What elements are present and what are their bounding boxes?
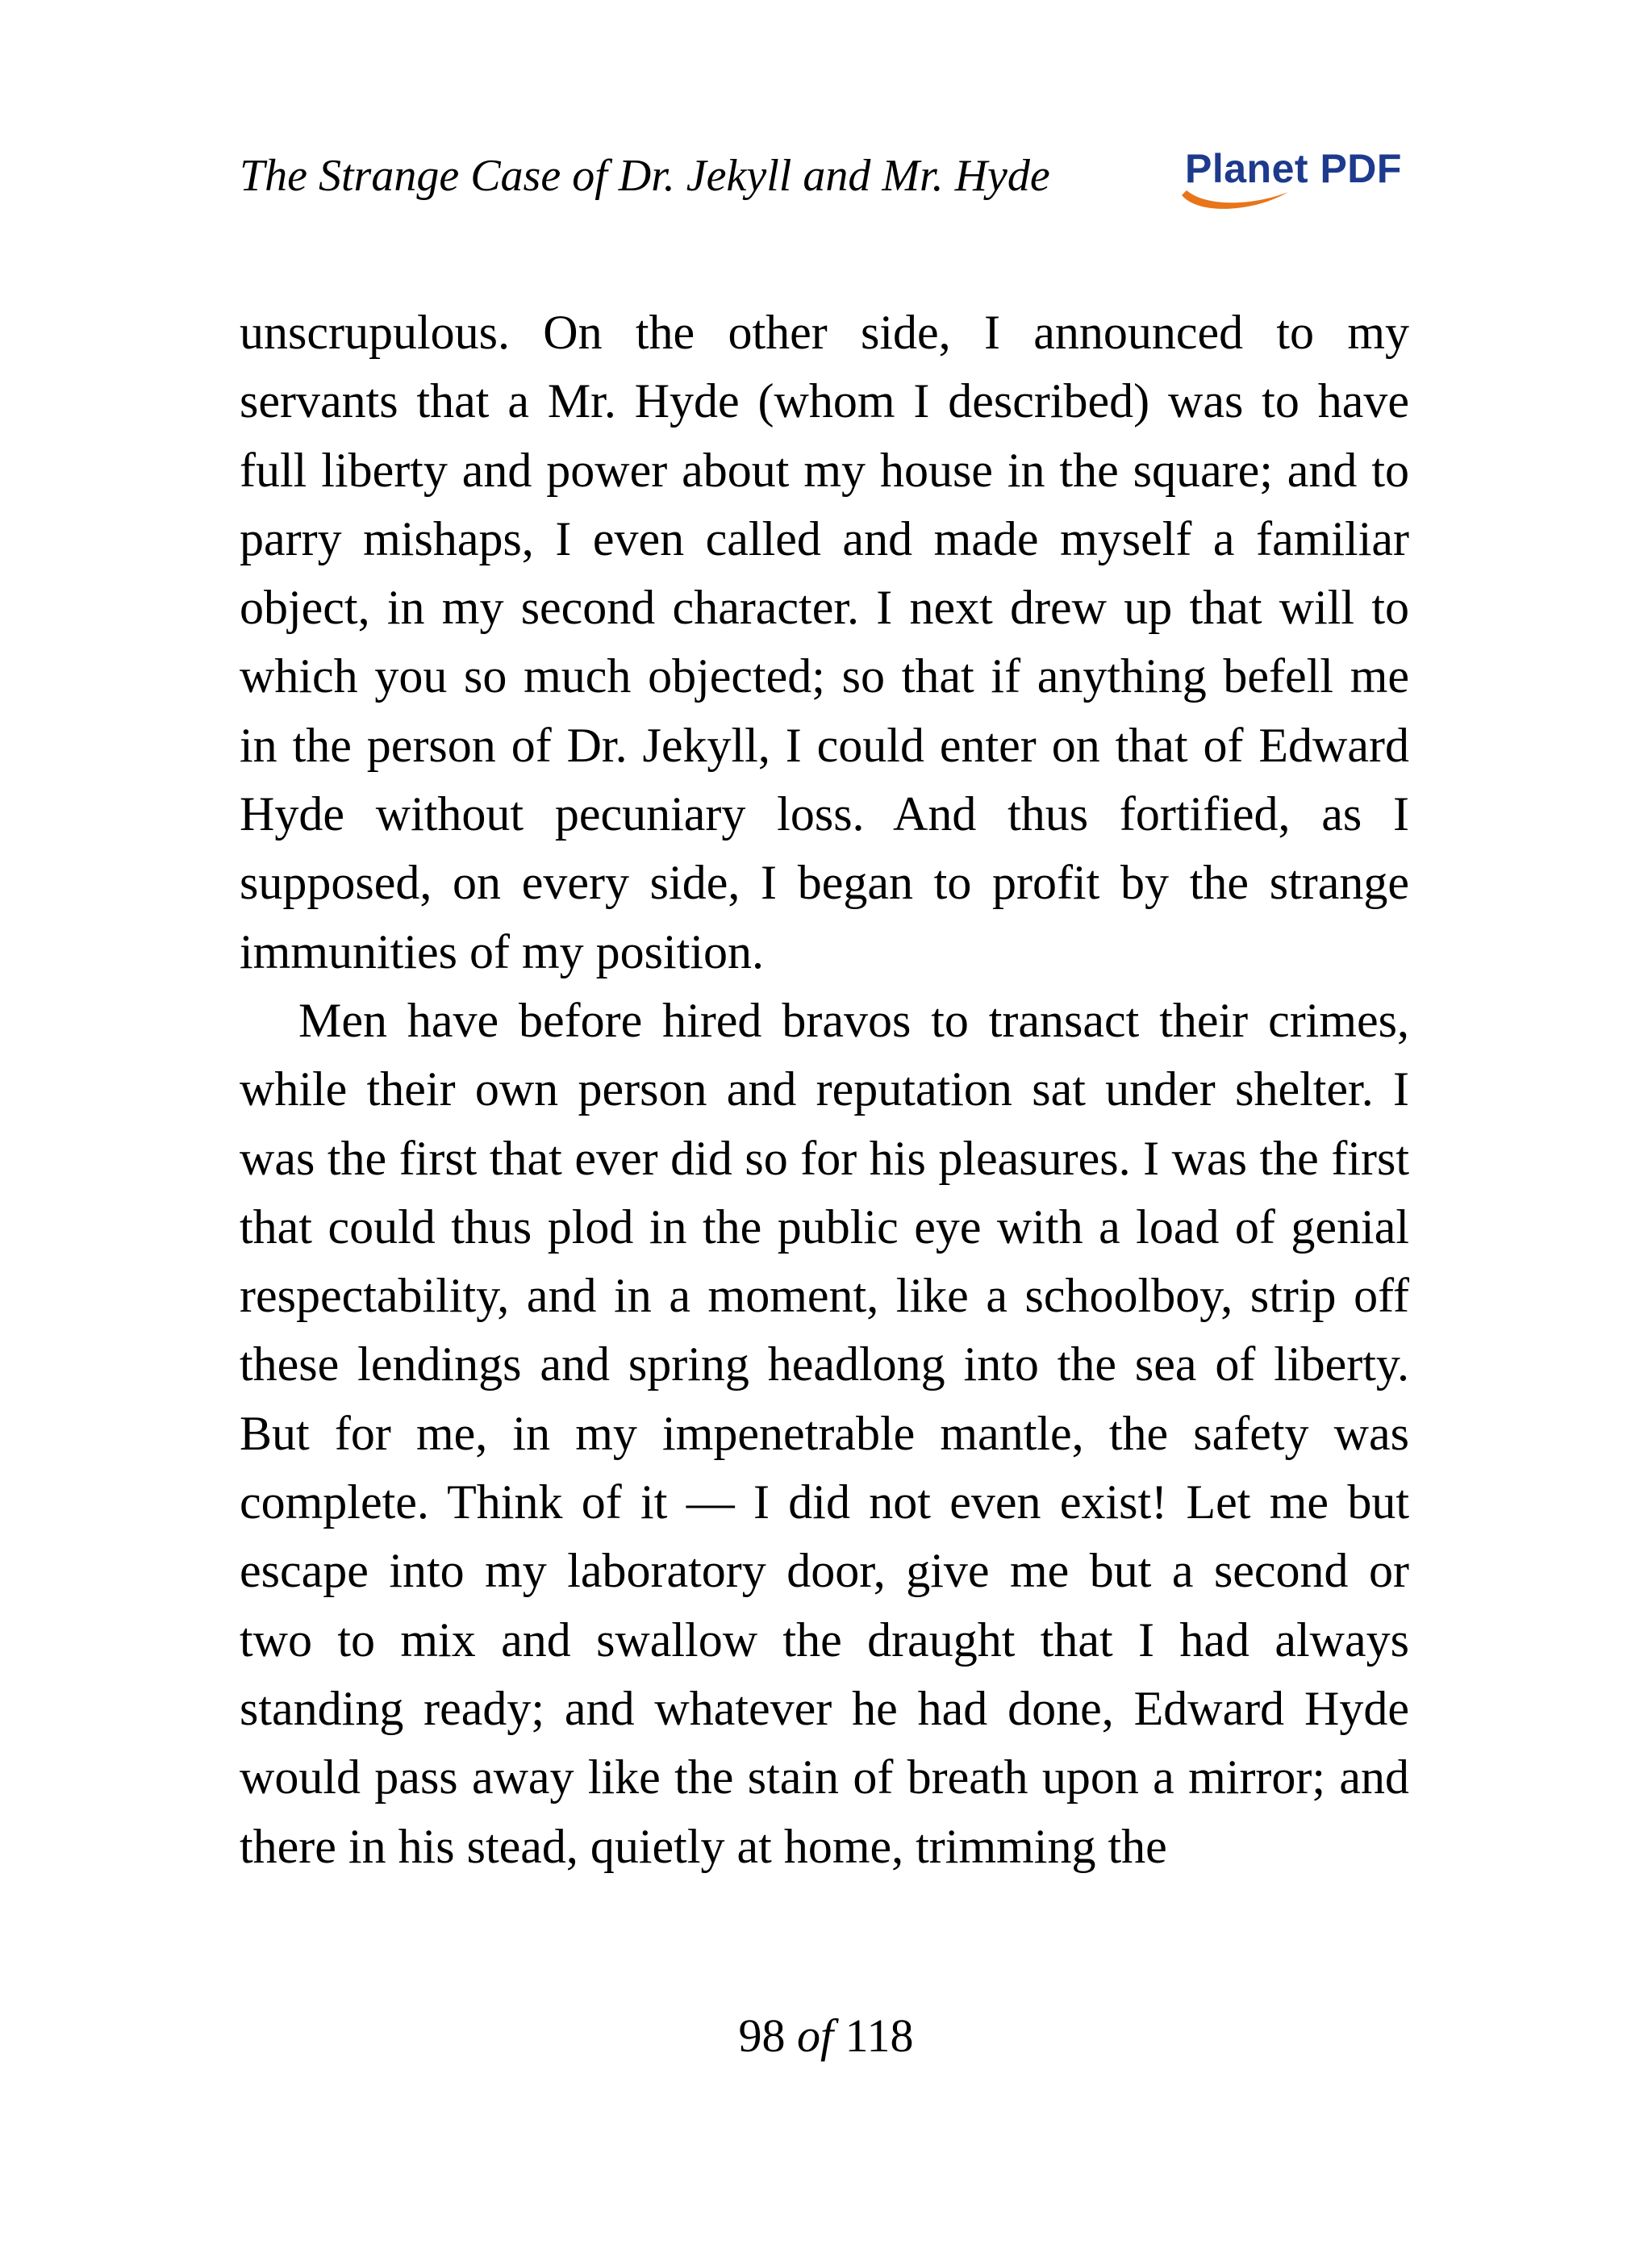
logo-text: Planet PDF	[1185, 146, 1402, 191]
book-title: The Strange Case of Dr. Jekyll and Mr. Hyde	[240, 151, 1050, 201]
page-of-word: of	[797, 2009, 834, 2062]
page-body	[240, 298, 1409, 1881]
paragraph-1: unscrupulous. On the other side, I announced to my servants that a Mr. Hyde (whom I described) was to have full liberty and power about my house in the square; and to parry mishaps, I even called and made myself a familiar object, in my second character. I next drew up that will to which you so much objected; so that if anything befell me in the person of Dr. Jekyll, I could enter on that of Edward Hyde without pecuniary loss. And thus fortified, as I supposed, on every side, I began to profit by the strange immunities of my position.	[240, 306, 1409, 978]
page-number: 98	[738, 2009, 786, 2062]
page-footer	[0, 2009, 1652, 2062]
page-total: 118	[845, 2009, 914, 2062]
page-header	[240, 145, 1409, 218]
planet-pdf-logo	[1167, 145, 1409, 218]
paragraph-2: Men have before hired bravos to transact their crimes, while their own person and reputation sat under shelter. I was the first that ever did so for his pleasures. I was the first that could thus plod in the public eye with a load of genial respectability, and in a moment, like a schoolboy, strip off these lendings and spring headlong into the sea of liberty. But for me, in my impenetrable mantle, the safety was complete. Think of it — I did not even exist! Let me but escape into my laboratory door, give me but a second or two to mix and swallow the draught that I had always standing ready; and whatever he had done, Edward Hyde would pass away like the stain of breath upon a mirror; and there in his stead, quietly at home, trimming the	[240, 993, 1409, 1873]
